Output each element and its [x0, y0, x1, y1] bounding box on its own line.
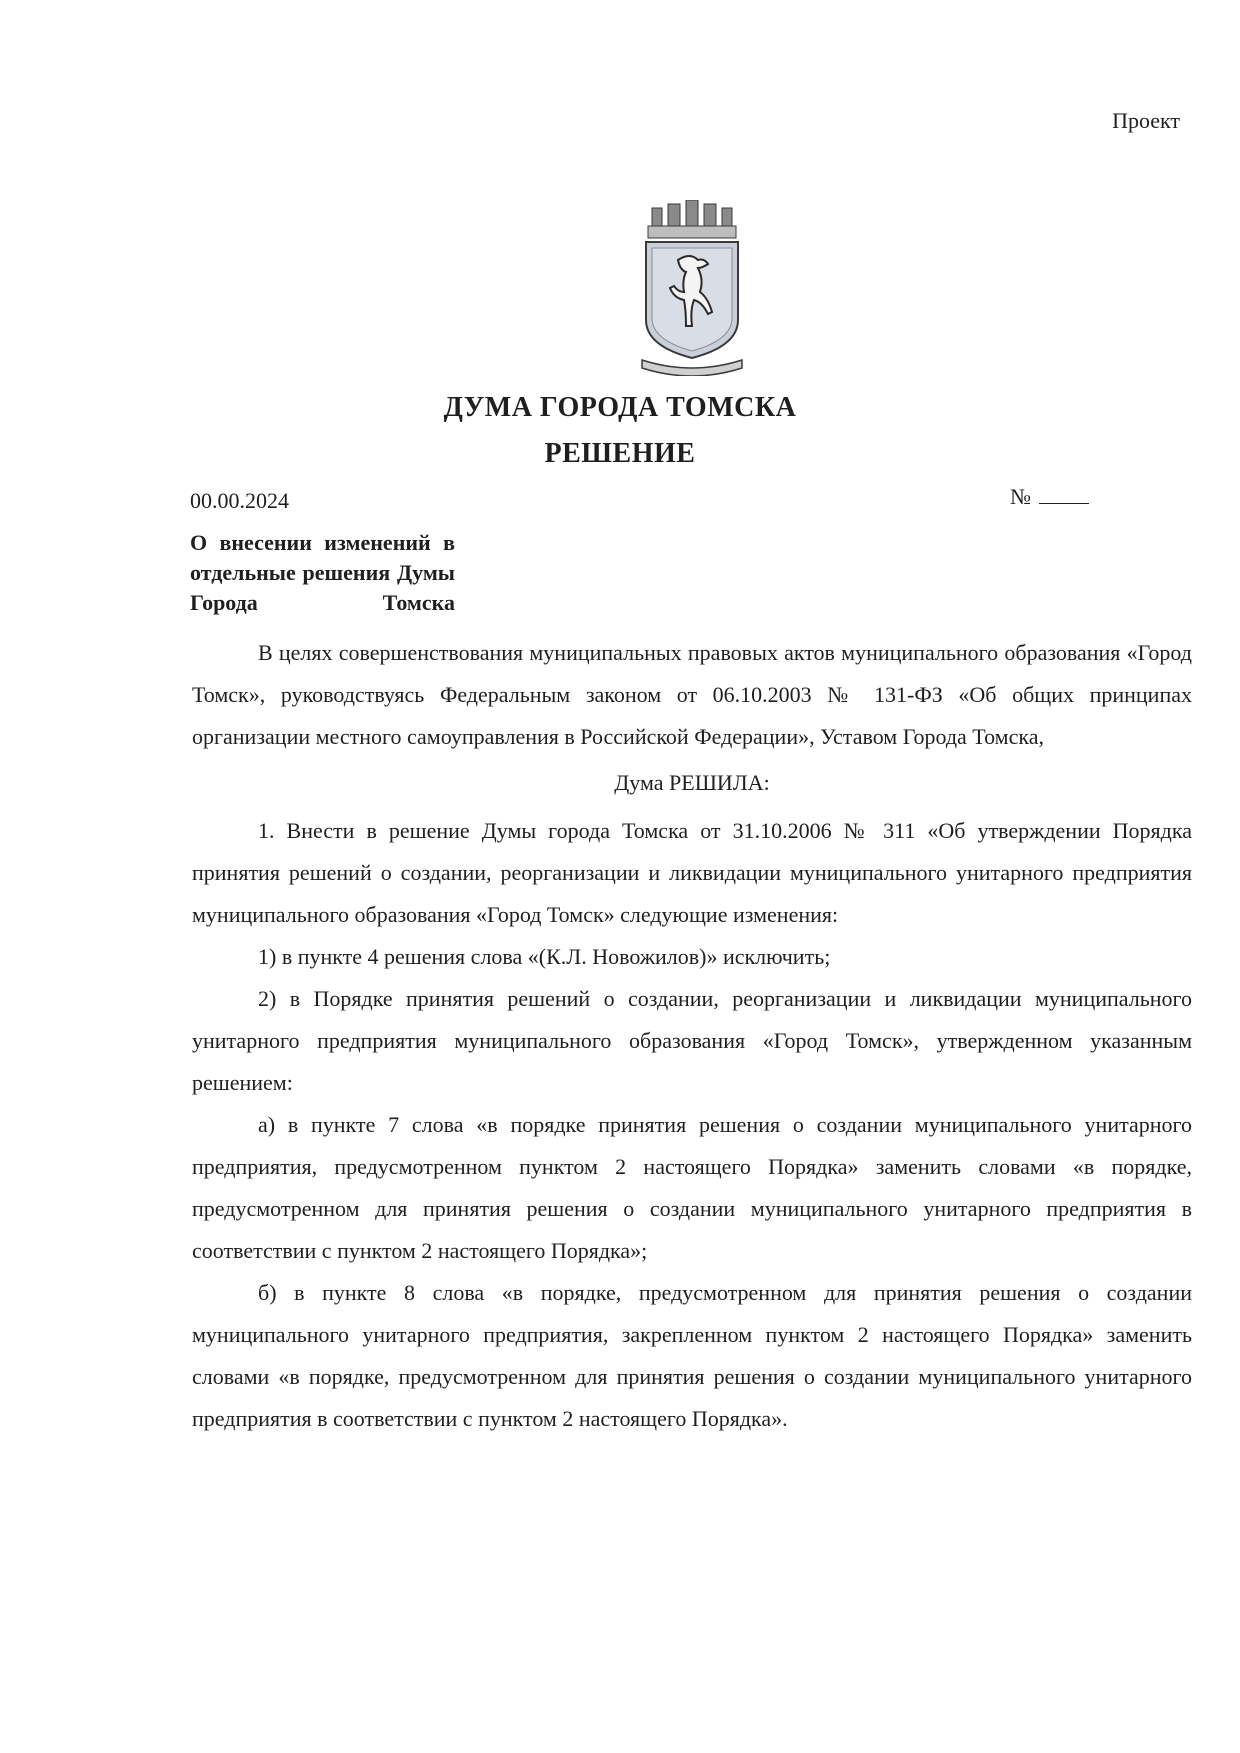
tomsk-coat-of-arms-icon [638, 200, 746, 376]
body-paragraph: а) в пункте 7 слова «в порядке принятия решения о создании муниципального унитарного предприятия, предусмотренном пунктом 2 настоящего Порядка» заменить словами «в порядке, предусмотренном для принятия решения о создании муниципального унитарного предприятия в соответствии с пунктом 2 настоящего Порядка»; [192, 1112, 1192, 1263]
preamble-paragraph: В целях совершенствования муниципальных правовых актов муниципального образования «Город Томск», руководствуясь Федеральным законом от 06.10.2003 № 131-ФЗ «Об общих принципах организации местного самоуправления в Российской Федерации», Уставом Города Томска, [192, 640, 1192, 749]
draft-stamp: Проект [1112, 108, 1180, 133]
council-title: ДУМА ГОРОДА ТОМСКА [443, 392, 797, 423]
number-blank-line [1039, 485, 1089, 504]
body-paragraph: 1) в пункте 4 решения слова «(К.Л. Новожилов)» исключить; [258, 944, 831, 969]
document-subject: О внесении изменений в отдельные решения Думы Города Томска [190, 530, 455, 615]
document-number [1010, 484, 1089, 510]
document-body [192, 632, 1192, 1440]
body-paragraph: б) в пункте 8 слова «в порядке, предусмотренном для принятия решения о создании муниципального унитарного предприятия, закрепленном пунктом 2 настоящего Порядка» заменить словами «в порядке, предусмотренном для принятия решения о создании муниципального унитарного предприятия в соответствии с пунктом 2 настоящего Порядка». [192, 1280, 1192, 1431]
document-date: 00.00.2024 [190, 488, 289, 513]
body-paragraph: 1. Внести в решение Думы города Томска от 31.10.2006 № 311 «Об утверждении Порядка принятия решений о создании, реорганизации и ликвидации муниципального унитарного предприятия муниципального образования «Город Томск» следующие изменения: [192, 818, 1192, 927]
number-label: № [1010, 484, 1031, 509]
body-paragraph: 2) в Порядке принятия решений о создании, реорганизации и ликвидации муниципального унитарного предприятия муниципального образования «Город Томск», утвержденном указанным решением: [192, 986, 1192, 1095]
resolved-heading: Дума РЕШИЛА: [614, 770, 770, 795]
decision-title: РЕШЕНИЕ [544, 438, 696, 469]
